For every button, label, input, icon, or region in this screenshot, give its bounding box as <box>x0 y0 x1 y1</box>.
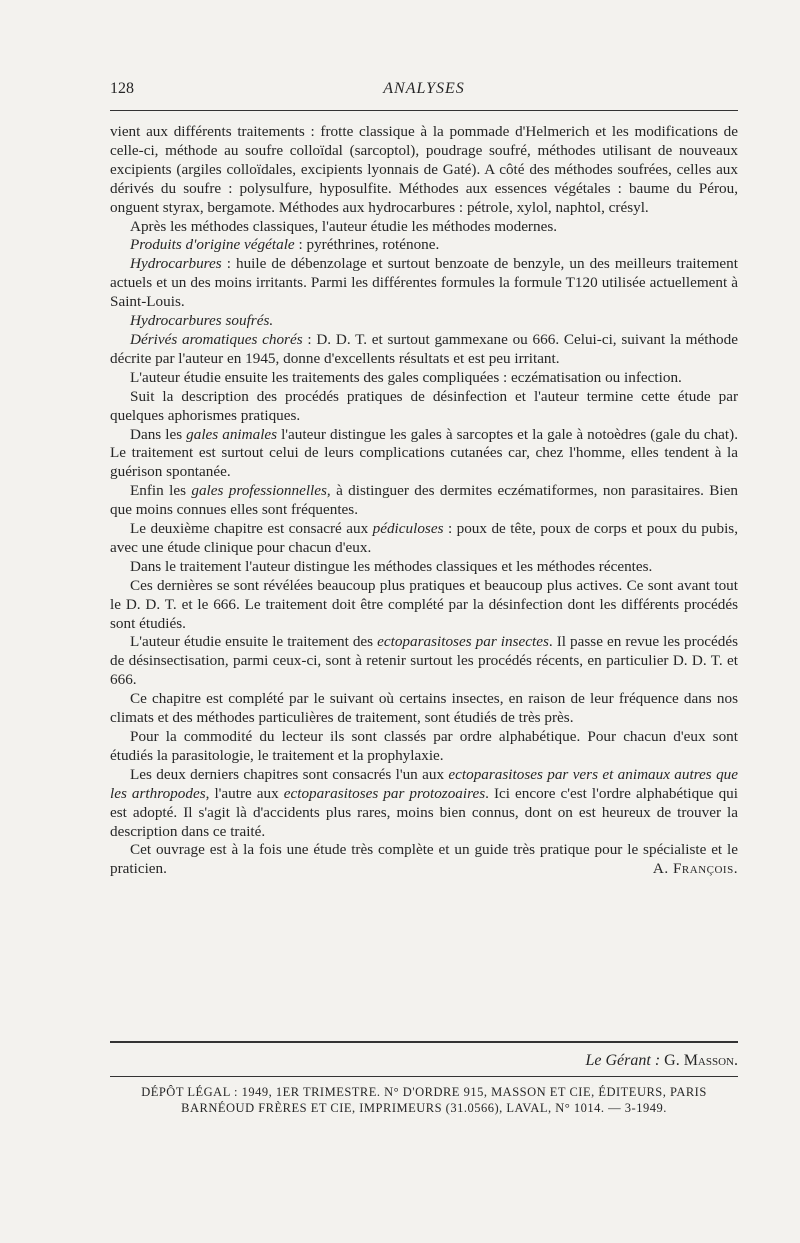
italic-run: ectoparasitoses par protozoaires <box>283 784 486 802</box>
paragraph <box>110 312 738 331</box>
paragraph <box>110 236 738 255</box>
text-run: Cet ouvrage est à la fois une étude très complète et un guide très pratique pour le spécialiste et le praticien. <box>110 841 738 878</box>
paragraph <box>110 728 738 766</box>
italic-run: ectoparasitoses par vers et animaux autres que les arthropodes <box>110 765 738 802</box>
paragraph <box>110 123 738 218</box>
paragraph <box>110 331 738 369</box>
italic-run: Hydrocarbures <box>130 255 222 273</box>
paragraph <box>110 426 738 483</box>
running-title: ANALYSES <box>383 80 465 97</box>
text-run: : pyréthrines, roténone. <box>294 236 440 254</box>
page-number: 128 <box>110 80 134 97</box>
paragraph <box>110 558 738 577</box>
article-body <box>110 123 738 879</box>
paragraph <box>110 577 738 634</box>
text-run: Ce chapitre est complété par le suivant où certains insectes, en raison de leur fréquence dans nos climats et des méthodes particulières de traitement, sont étudiés de très près. <box>110 690 738 727</box>
text-run: Enfin les <box>130 482 192 500</box>
paragraph <box>110 388 738 426</box>
footer-separator <box>110 1041 738 1043</box>
italic-run: pédiculoses <box>372 520 444 538</box>
italic-run: ectoparasitoses par insectes <box>377 633 549 651</box>
paragraph <box>110 690 738 728</box>
italic-run: gales animales <box>186 425 278 443</box>
text-run: . Ici encore c'est l'ordre alphabétique qui est adopté. Il s'agit là d'accidents plus rares, moins bien connus, dont on est heureux de trouver la description dans ce traité. <box>110 784 738 840</box>
paragraph <box>110 218 738 237</box>
paragraph <box>110 841 738 879</box>
text-run: . Il passe en revue les procédés de désinsectisation, parmi ceux-ci, sont à retenir surtout les procédés récents, en particulier D. D. T. et 666. <box>110 633 739 689</box>
imprint-separator <box>110 1076 738 1077</box>
header-rule <box>110 110 738 111</box>
italic-run: gales professionnelles <box>191 482 327 500</box>
text-run: : poux de tête, poux de corps et poux du pubis, avec une étude clinique pour chacun d'eux. <box>110 520 738 556</box>
paragraph <box>110 482 738 520</box>
text-run: Suit la description des procédés pratiques de désinfection et l'auteur termine cette étude par quelques aphorismes pratiques. <box>110 387 738 424</box>
text-run: Dans les <box>130 425 187 443</box>
page-header <box>110 80 738 104</box>
text-run: Les deux derniers chapitres sont consacrés l'un aux <box>130 765 449 783</box>
paragraph <box>110 520 738 558</box>
text-run: , à distinguer des dermites eczématiformes, non parasitaires. Bien que moins connues elles sont fréquentes. <box>110 482 738 519</box>
text-run: Pour la commodité du lecteur ils sont classés par ordre alphabétique. Pour chacun d'eux sont étudiés la parasitologie, le traitement et la prophylaxie. <box>110 728 738 764</box>
text-run: vient aux différents traitements : frotte classique à la pommade d'Helmerich et les modifications de celle-ci, méthode au soufre colloïdal (sarcoptol), poudrage soufré, méthodes utilisant de nouveaux excipients (argiles colloïdales, excipients lyonnais de Gaté). A côté des méthodes soufrées, celles aux dérivés du soufre : polysulfure, hyposulfite. Méthodes aux essences végétales : baume du Pérou, onguent styrax, bergamote. Méthodes aux hydrocarbures : pétrole, xylol, naphtol, crésyl. <box>110 123 738 216</box>
text-run: : D. D. T. et surtout gammexane ou 666. Celui-ci, suivant la méthode décrite par l'auteur en 1945, donne d'excellents résultats et est peu irritant. <box>110 330 738 367</box>
paragraph <box>110 633 738 690</box>
paragraph <box>110 766 738 842</box>
text-run: : huile de débenzolage et surtout benzoate de benzyle, un des meilleurs traitement actuels et un des moins irritants. Parmi les différentes formules la formule T120 utilisée actuellement à Saint-Louis. <box>110 255 738 311</box>
imprint-line: DÉPÔT LÉGAL : 1949, 1ER TRIMESTRE. N° D'ORDRE 915, MASSON ET CIE, ÉDITEURS, PARIS <box>141 1085 707 1099</box>
imprint <box>110 1084 738 1116</box>
text-run: Ces dernières se sont révélées beaucoup plus pratiques et beaucoup plus actives. Ce sont avant tout le D. D. T. et le 666. Le traitement doit être complété par la désinfection dont les différents procédés sont étudiés. <box>110 576 738 632</box>
paragraph <box>110 255 738 312</box>
manager-name: G. Masson. <box>664 1052 738 1069</box>
text-run: l'auteur distingue les gales à sarcoptes et la gale à notoèdres (gale du chat). Le traitement est surtout celui de leurs complications cutanées car, chez l'homme, elles tendent à la guérison spontanée. <box>110 425 738 481</box>
italic-run: Dérivés aromatiques chorés <box>130 330 303 348</box>
text-run: L'auteur étudie ensuite le traitement des <box>130 633 378 651</box>
manager-line <box>585 1052 738 1070</box>
imprint-line: BARNÉOUD FRÈRES ET CIE, IMPRIMEURS (31.0566), LAVAL, N° 1014. — 3-1949. <box>181 1101 667 1115</box>
text-run: Dans le traitement l'auteur distingue les méthodes classiques et les méthodes récentes. <box>130 557 653 575</box>
italic-run: Produits d'origine végétale <box>130 236 295 254</box>
text-run: L'auteur étudie ensuite les traitements des gales compliquées : eczématisation ou infection. <box>130 368 682 386</box>
paragraph <box>110 369 738 388</box>
text-run: Après les méthodes classiques, l'auteur étudie les méthodes modernes. <box>130 217 558 235</box>
italic-run: Hydrocarbures soufrés. <box>130 312 274 330</box>
manager-label: Le Gérant : <box>585 1052 661 1069</box>
text-run: , l'autre aux <box>205 784 284 802</box>
author-signature: A. François. <box>652 860 738 878</box>
text-run: Le deuxième chapitre est consacré aux <box>130 520 373 538</box>
